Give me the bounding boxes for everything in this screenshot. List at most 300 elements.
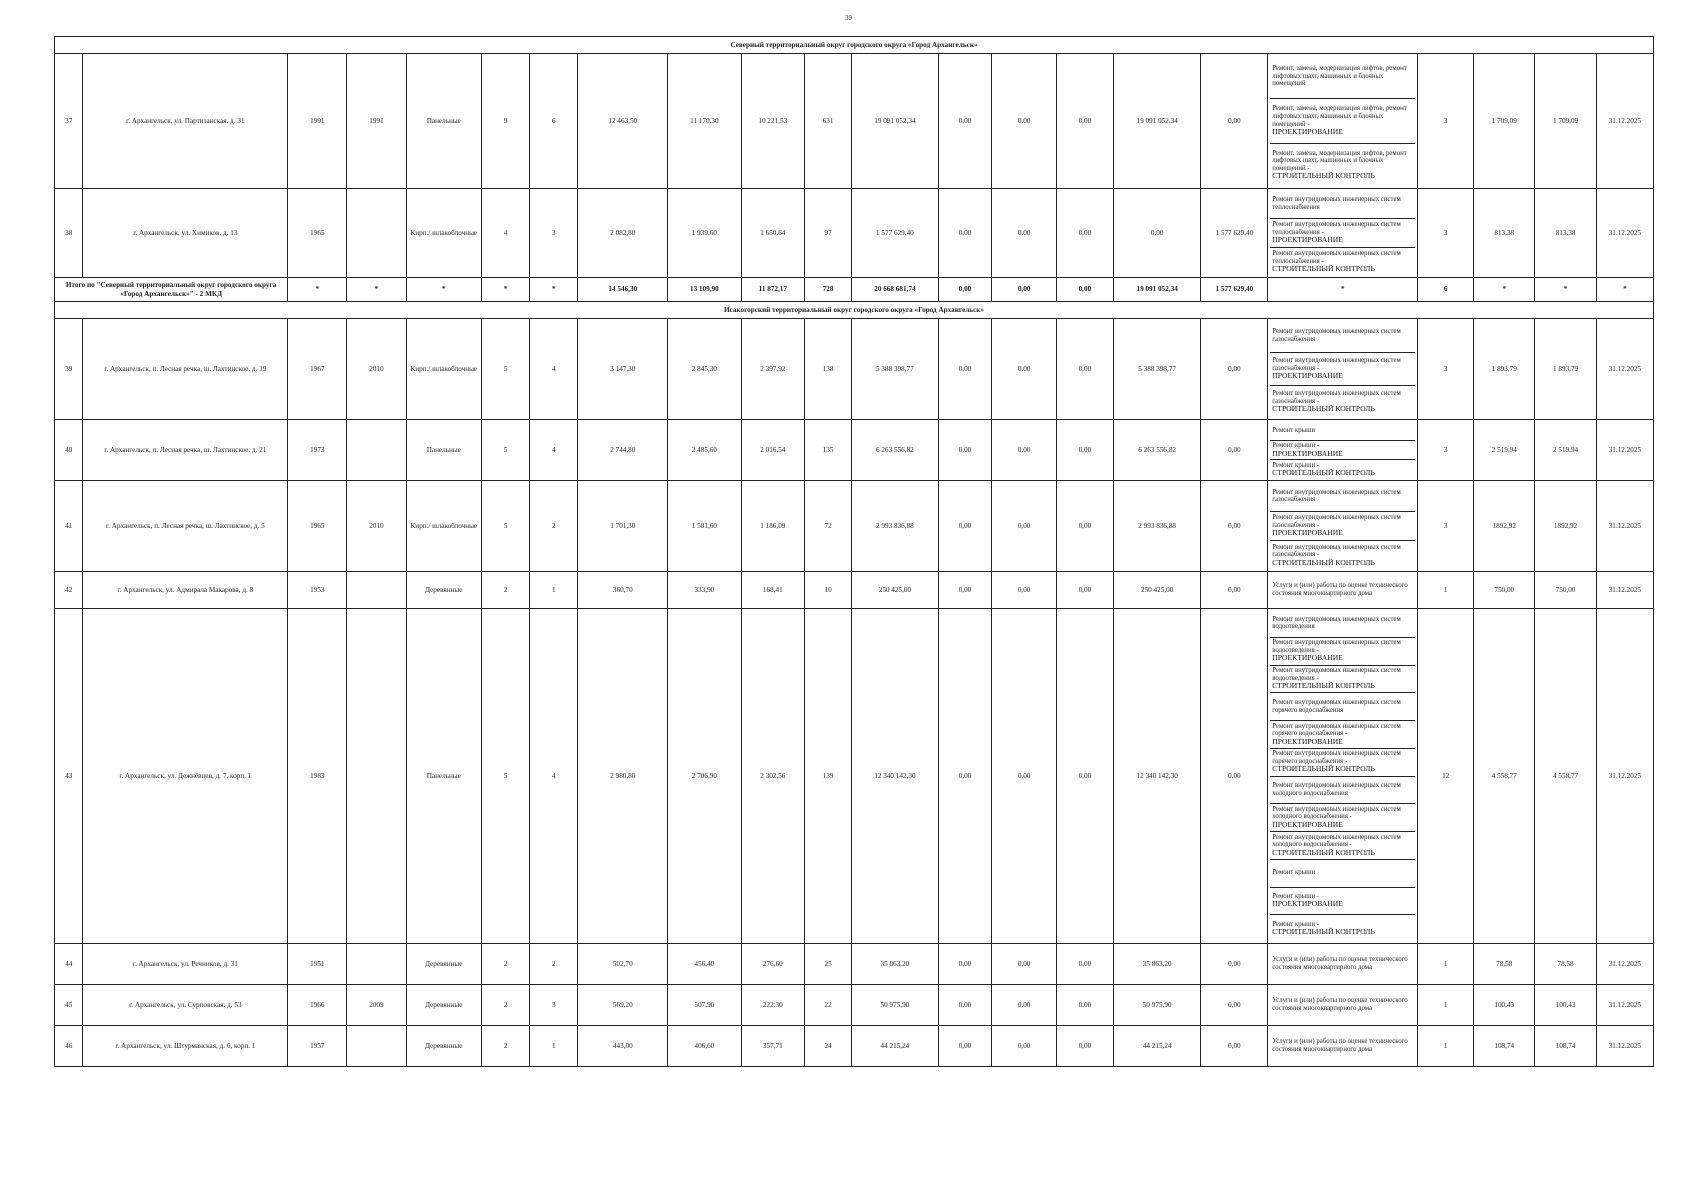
cell-area-total: 2 744,80 bbox=[578, 420, 668, 481]
total-works: * bbox=[1268, 278, 1418, 302]
capital-repair-table bbox=[54, 36, 1654, 1067]
cell-year-reconstr bbox=[347, 944, 406, 985]
total-fund-owners-other: 1 577 629,40 bbox=[1201, 278, 1268, 302]
cell-wall: Деревянные bbox=[406, 944, 482, 985]
cell-residents: 631 bbox=[805, 54, 852, 189]
work-description: Ремонт внутридомовых инженерных систем холодного водоснабжения - bbox=[1272, 805, 1401, 821]
work-description: Ремонт, замена, модернизация лифтов, ремонт лифтовых шахт, машинных и блочных помещений bbox=[1272, 65, 1407, 88]
cell-area-total: 1 701,30 bbox=[578, 481, 668, 572]
cell-fund-owners-other: 0,00 bbox=[1201, 481, 1268, 572]
works-list bbox=[1270, 190, 1415, 276]
works-list bbox=[1270, 610, 1415, 942]
cell-fund-regional: 0,00 bbox=[992, 609, 1057, 944]
cell-unit-cost: 100,43 bbox=[1474, 985, 1535, 1026]
cell-residents: 135 bbox=[805, 420, 852, 481]
cell-year-reconstr: 2009 bbox=[347, 985, 406, 1026]
house-address: г. Архангельск, ул. Дежнёвцев, д. 7, корп. 1 bbox=[83, 609, 288, 944]
cell-unit-cost: 1892,92 bbox=[1474, 481, 1535, 572]
cell-count: 3 bbox=[1418, 319, 1474, 420]
total-wall: * bbox=[406, 278, 482, 302]
work-item bbox=[1270, 638, 1415, 666]
cell-cost-total: 5 388 398,77 bbox=[852, 319, 939, 420]
cell-unit-cost: 108,74 bbox=[1474, 1026, 1535, 1067]
cell-unit-cost: 750,00 bbox=[1474, 572, 1535, 609]
house-address: г. Архангельск, ул. Сурповская, д. 53 bbox=[83, 985, 288, 1026]
cell-residents: 22 bbox=[805, 985, 852, 1026]
works-cell bbox=[1268, 985, 1418, 1026]
cell-unit-cost: 78,58 bbox=[1474, 944, 1535, 985]
cell-fund-owners-capital: 50 975,90 bbox=[1113, 985, 1201, 1026]
work-description: Ремонт крыши bbox=[1272, 426, 1316, 434]
cell-floors: 2 bbox=[482, 985, 530, 1026]
cell-count: 1 bbox=[1418, 944, 1474, 985]
cell-max-unit-cost: 1 709,09 bbox=[1535, 54, 1596, 189]
cell-fund-owners-other: 0,00 bbox=[1201, 609, 1268, 944]
cell-year-built: 1973 bbox=[288, 420, 347, 481]
cell-fund-federal: 0,00 bbox=[938, 944, 992, 985]
cell-cost-total: 1 577 629,40 bbox=[852, 189, 939, 278]
work-description: Услуги и (или) работы по оценке технического состояния многоквартирного дома bbox=[1272, 1038, 1408, 1053]
cell-fund-federal: 0,00 bbox=[938, 420, 992, 481]
cell-entrances: 2 bbox=[530, 944, 578, 985]
work-stage: СТРОИТЕЛЬНЫЙ КОНТРОЛЬ bbox=[1272, 681, 1375, 691]
works-cell bbox=[1268, 609, 1418, 944]
section-header-row bbox=[55, 302, 1654, 319]
table-row bbox=[55, 572, 1654, 609]
cell-year-built: 1951 bbox=[288, 944, 347, 985]
cell-area-total: 2 082,80 bbox=[578, 189, 668, 278]
work-stage: ПРОЕКТИРОВАНИЕ bbox=[1272, 127, 1343, 137]
cell-wall: Панельные bbox=[406, 609, 482, 944]
cell-fund-owners-other: 0,00 bbox=[1201, 319, 1268, 420]
work-item bbox=[1270, 721, 1415, 749]
cell-year-built: 1965 bbox=[288, 189, 347, 278]
cell-fund-local: 0,00 bbox=[1056, 54, 1113, 189]
cell-area-premises: 456,40 bbox=[668, 944, 741, 985]
work-stage: СТРОИТЕЛЬНЫЙ КОНТРОЛЬ bbox=[1272, 764, 1375, 774]
cell-cost-total: 35 863,20 bbox=[852, 944, 939, 985]
cell-area-premises: 2 706,90 bbox=[668, 609, 741, 944]
cell-fund-local: 0,00 bbox=[1056, 944, 1113, 985]
page-number: 39 bbox=[845, 14, 852, 22]
cell-fund-regional: 0,00 bbox=[992, 1026, 1057, 1067]
cell-count: 3 bbox=[1418, 54, 1474, 189]
row-number: 40 bbox=[55, 420, 83, 481]
work-stage: ПРОЕКТИРОВАНИЕ bbox=[1272, 448, 1343, 458]
cell-fund-federal: 0,00 bbox=[938, 985, 992, 1026]
cell-max-unit-cost: 1892,92 bbox=[1535, 481, 1596, 572]
works-list bbox=[1270, 945, 1415, 983]
cell-deadline: 31.12.2025 bbox=[1596, 420, 1653, 481]
cell-floors: 2 bbox=[482, 572, 530, 609]
work-item bbox=[1270, 144, 1415, 187]
row-number: 44 bbox=[55, 944, 83, 985]
cell-area-premises: 1 939,60 bbox=[668, 189, 741, 278]
row-number: 38 bbox=[55, 189, 83, 278]
cell-floors: 2 bbox=[482, 944, 530, 985]
cell-residents: 139 bbox=[805, 609, 852, 944]
cell-max-unit-cost: 108,74 bbox=[1535, 1026, 1596, 1067]
work-stage: СТРОИТЕЛЬНЫЙ КОНТРОЛЬ bbox=[1272, 468, 1375, 478]
row-number: 39 bbox=[55, 319, 83, 420]
cell-fund-owners-other: 0,00 bbox=[1201, 54, 1268, 189]
table-row bbox=[55, 985, 1654, 1026]
cell-wall: Деревянные bbox=[406, 1026, 482, 1067]
works-list bbox=[1270, 1027, 1415, 1065]
cell-area-total: 569,20 bbox=[578, 985, 668, 1026]
work-item bbox=[1270, 832, 1415, 860]
cell-entrances: 2 bbox=[530, 481, 578, 572]
cell-floors: 5 bbox=[482, 481, 530, 572]
cell-year-built: 1991 bbox=[288, 54, 347, 189]
cell-year-reconstr bbox=[347, 609, 406, 944]
cell-wall: Панельные bbox=[406, 54, 482, 189]
work-item bbox=[1270, 915, 1415, 942]
cell-area-residential: 222,30 bbox=[741, 985, 805, 1026]
work-description: Ремонт, замена, модернизация лифтов, ремонт лифтовых шахт, машинных и блочных помещений - bbox=[1272, 105, 1407, 128]
work-description: Ремонт внутридомовых инженерных систем газоснабжения - bbox=[1272, 390, 1401, 405]
work-description: Ремонт крыши - bbox=[1272, 461, 1320, 469]
cell-entrances: 4 bbox=[530, 319, 578, 420]
cell-fund-local: 0,00 bbox=[1056, 985, 1113, 1026]
work-item bbox=[1270, 441, 1415, 461]
cell-deadline: 31.12.2025 bbox=[1596, 481, 1653, 572]
works-cell bbox=[1268, 420, 1418, 481]
total-count: 6 bbox=[1418, 278, 1474, 302]
cell-fund-federal: 0,00 bbox=[938, 609, 992, 944]
house-address: г. Архангельск, ул. Адмирала Макарова, д. 8 bbox=[83, 572, 288, 609]
cell-unit-cost: 813,38 bbox=[1474, 189, 1535, 278]
cell-fund-local: 0,00 bbox=[1056, 319, 1113, 420]
work-item bbox=[1270, 610, 1415, 638]
work-description: Ремонт внутридомовых инженерных систем газоснабжения - bbox=[1272, 514, 1401, 529]
cell-deadline: 31.12.2025 bbox=[1596, 319, 1653, 420]
cell-area-total: 502,70 bbox=[578, 944, 668, 985]
house-address: г. Архангельск, п. Лесная речка, ш. Лахтинское, д. 19 bbox=[83, 319, 288, 420]
cell-year-built: 1957 bbox=[288, 1026, 347, 1067]
cell-count: 12 bbox=[1418, 609, 1474, 944]
cell-residents: 24 bbox=[805, 1026, 852, 1067]
work-description: Ремонт внутридомовых инженерных систем водоотведения bbox=[1272, 615, 1401, 631]
house-address: г. Архангельск, п. Лесная речка, ш. Лахтинское, д. 21 bbox=[83, 420, 288, 481]
cell-fund-owners-capital: 44 215,24 bbox=[1113, 1026, 1201, 1067]
work-description: Услуги и (или) работы по оценке технического состояния многоквартирного дома bbox=[1272, 956, 1408, 971]
work-description: Ремонт внутридомовых инженерных систем водоотведения - bbox=[1272, 639, 1401, 654]
cell-count: 3 bbox=[1418, 420, 1474, 481]
section-total-row bbox=[55, 278, 1654, 302]
cell-deadline: 31.12.2025 bbox=[1596, 1026, 1653, 1067]
cell-cost-total: 12 340 142,30 bbox=[852, 609, 939, 944]
cell-deadline: 31.12.2025 bbox=[1596, 944, 1653, 985]
work-description: Ремонт внутридомовых инженерных систем горячего водоснабжения - bbox=[1272, 722, 1401, 738]
work-item bbox=[1270, 666, 1415, 694]
cell-max-unit-cost: 750,00 bbox=[1535, 572, 1596, 609]
work-stage: ПРОЕКТИРОВАНИЕ bbox=[1272, 235, 1343, 245]
cell-fund-owners-capital: 2 993 836,88 bbox=[1113, 481, 1201, 572]
cell-fund-owners-capital: 5 388 398,77 bbox=[1113, 319, 1201, 420]
cell-max-unit-cost: 78,58 bbox=[1535, 944, 1596, 985]
cell-fund-regional: 0,00 bbox=[992, 944, 1057, 985]
cell-area-premises: 2 485,60 bbox=[668, 420, 741, 481]
cell-deadline: 31.12.2025 bbox=[1596, 572, 1653, 609]
work-stage: СТРОИТЕЛЬНЫЙ КОНТРОЛЬ bbox=[1272, 847, 1375, 857]
cell-deadline: 31.12.2025 bbox=[1596, 54, 1653, 189]
total-label: Итого по "Северный территориальный округ городского округа «Город Архангельск»" - 2 МКД bbox=[55, 278, 288, 302]
work-description: Ремонт внутридомовых инженерных систем газоснабжения bbox=[1272, 488, 1401, 504]
row-number: 43 bbox=[55, 609, 83, 944]
cell-area-residential: 2 397,92 bbox=[741, 319, 805, 420]
cell-wall: Кирп./ шлакоблочные bbox=[406, 189, 482, 278]
works-list bbox=[1270, 986, 1415, 1024]
cell-entrances: 6 bbox=[530, 54, 578, 189]
cell-area-premises: 333,90 bbox=[668, 572, 741, 609]
cell-fund-local: 0,00 bbox=[1056, 609, 1113, 944]
section-title: Исакогорский территориальный округ городского округа «Город Архангельск» bbox=[55, 302, 1654, 319]
table-row bbox=[55, 944, 1654, 985]
cell-count: 3 bbox=[1418, 481, 1474, 572]
cell-unit-cost: 1 709,09 bbox=[1474, 54, 1535, 189]
cell-entrances: 1 bbox=[530, 1026, 578, 1067]
work-description: Ремонт внутридомовых инженерных систем газоснабжения - bbox=[1272, 357, 1401, 372]
cell-area-total: 12 463,50 bbox=[578, 54, 668, 189]
cell-fund-federal: 0,00 bbox=[938, 189, 992, 278]
total-area-total: 14 546,30 bbox=[578, 278, 668, 302]
cell-fund-local: 0,00 bbox=[1056, 189, 1113, 278]
work-description: Ремонт крыши - bbox=[1272, 892, 1320, 900]
cell-year-built: 1983 bbox=[288, 609, 347, 944]
works-list bbox=[1270, 320, 1415, 418]
cell-year-built: 1953 bbox=[288, 572, 347, 609]
work-item bbox=[1270, 986, 1415, 1024]
cell-residents: 97 bbox=[805, 189, 852, 278]
work-description: Ремонт крыши bbox=[1272, 869, 1316, 877]
cell-area-premises: 2 845,30 bbox=[668, 319, 741, 420]
work-item bbox=[1270, 248, 1415, 276]
row-number: 46 bbox=[55, 1026, 83, 1067]
house-address: г. Архангельск, ул. Речников, д. 31 bbox=[83, 944, 288, 985]
house-address: г. Архангельск, ул. Штурманская, д. 6, корп. 1 bbox=[83, 1026, 288, 1067]
work-stage: СТРОИТЕЛЬНЫЙ КОНТРОЛЬ bbox=[1272, 927, 1375, 937]
cell-count: 1 bbox=[1418, 985, 1474, 1026]
work-stage: СТРОИТЕЛЬНЫЙ КОНТРОЛЬ bbox=[1272, 558, 1375, 568]
cell-entrances: 3 bbox=[530, 985, 578, 1026]
cell-floors: 5 bbox=[482, 609, 530, 944]
work-item bbox=[1270, 945, 1415, 983]
cell-area-residential: 1 186,09 bbox=[741, 481, 805, 572]
cell-fund-local: 0,00 bbox=[1056, 572, 1113, 609]
cell-floors: 5 bbox=[482, 420, 530, 481]
cell-max-unit-cost: 1 893,79 bbox=[1535, 319, 1596, 420]
work-item bbox=[1270, 190, 1415, 219]
total-entrances: * bbox=[530, 278, 578, 302]
cell-cost-total: 6 263 556,82 bbox=[852, 420, 939, 481]
work-item bbox=[1270, 482, 1415, 512]
house-address: г. Архангельск, ул. Партизанская, д. 31 bbox=[83, 54, 288, 189]
work-description: Ремонт внутридомовых инженерных систем водоотведения - bbox=[1272, 667, 1401, 682]
work-item bbox=[1270, 1027, 1415, 1065]
cell-fund-owners-capital: 35 863,20 bbox=[1113, 944, 1201, 985]
cell-wall: Деревянные bbox=[406, 985, 482, 1026]
program-table-sheet bbox=[54, 36, 1654, 1067]
work-item bbox=[1270, 353, 1415, 386]
cell-residents: 72 bbox=[805, 481, 852, 572]
cell-fund-owners-other: 0,00 bbox=[1201, 572, 1268, 609]
work-item bbox=[1270, 573, 1415, 607]
work-item bbox=[1270, 99, 1415, 143]
cell-year-reconstr: 2010 bbox=[347, 319, 406, 420]
cell-year-built: 1965 bbox=[288, 481, 347, 572]
work-description: Ремонт внутридомовых инженерных систем теплоснабжения bbox=[1272, 196, 1401, 211]
total-floors: * bbox=[482, 278, 530, 302]
work-description: Ремонт внутридомовых инженерных систем горячего водоснабжения - bbox=[1272, 750, 1401, 765]
cell-fund-federal: 0,00 bbox=[938, 54, 992, 189]
cell-cost-total: 19 091 052,34 bbox=[852, 54, 939, 189]
works-cell bbox=[1268, 54, 1418, 189]
cell-max-unit-cost: 100,43 bbox=[1535, 985, 1596, 1026]
cell-count: 1 bbox=[1418, 572, 1474, 609]
work-item bbox=[1270, 541, 1415, 570]
total-max-unit-cost: * bbox=[1535, 278, 1596, 302]
cell-fund-federal: 0,00 bbox=[938, 481, 992, 572]
cell-area-residential: 276,60 bbox=[741, 944, 805, 985]
cell-fund-regional: 0,00 bbox=[992, 481, 1057, 572]
works-cell bbox=[1268, 572, 1418, 609]
work-item bbox=[1270, 219, 1415, 248]
cell-residents: 10 bbox=[805, 572, 852, 609]
work-description: Ремонт внутридомовых инженерных систем теплоснабжения - bbox=[1272, 221, 1401, 236]
total-residents: 728 bbox=[805, 278, 852, 302]
cell-unit-cost: 4 558,77 bbox=[1474, 609, 1535, 944]
row-number: 41 bbox=[55, 481, 83, 572]
cell-area-residential: 168,41 bbox=[741, 572, 805, 609]
cell-fund-federal: 0,00 bbox=[938, 1026, 992, 1067]
cell-fund-regional: 0,00 bbox=[992, 985, 1057, 1026]
cell-fund-regional: 0,00 bbox=[992, 319, 1057, 420]
work-item bbox=[1270, 55, 1415, 99]
work-stage: СТРОИТЕЛЬНЫЙ КОНТРОЛЬ bbox=[1272, 171, 1375, 181]
cell-area-premises: 1 581,60 bbox=[668, 481, 741, 572]
cell-fund-regional: 0,00 bbox=[992, 54, 1057, 189]
cell-cost-total: 2 993 836,88 bbox=[852, 481, 939, 572]
cell-year-built: 1966 bbox=[288, 985, 347, 1026]
table-row bbox=[55, 319, 1654, 420]
works-list bbox=[1270, 55, 1415, 187]
cell-fund-local: 0,00 bbox=[1056, 481, 1113, 572]
cell-year-reconstr: 2010 bbox=[347, 481, 406, 572]
cell-entrances: 1 bbox=[530, 572, 578, 609]
work-item bbox=[1270, 888, 1415, 916]
cell-cost-total: 44 215,24 bbox=[852, 1026, 939, 1067]
works-list bbox=[1270, 421, 1415, 479]
work-stage: ПРОЕКТИРОВАНИЕ bbox=[1272, 899, 1343, 909]
cell-area-total: 443,00 bbox=[578, 1026, 668, 1067]
work-item bbox=[1270, 386, 1415, 418]
cell-fund-owners-other: 1 577 629,40 bbox=[1201, 189, 1268, 278]
work-description: Ремонт, замена, модернизация лифтов, ремонт лифтовых шахт, машинных и блочных помещений - bbox=[1272, 149, 1407, 172]
work-item bbox=[1270, 860, 1415, 888]
cell-fund-local: 0,00 bbox=[1056, 1026, 1113, 1067]
cell-fund-regional: 0,00 bbox=[992, 420, 1057, 481]
cell-residents: 25 bbox=[805, 944, 852, 985]
work-stage: ПРОЕКТИРОВАНИЕ bbox=[1272, 819, 1343, 829]
cell-area-premises: 11 170,30 bbox=[668, 54, 741, 189]
table-row bbox=[55, 189, 1654, 278]
works-list bbox=[1270, 482, 1415, 570]
cell-wall: Панельные bbox=[406, 420, 482, 481]
cell-year-reconstr: 1991 bbox=[347, 54, 406, 189]
cell-fund-owners-other: 0,00 bbox=[1201, 420, 1268, 481]
cell-max-unit-cost: 2 519,94 bbox=[1535, 420, 1596, 481]
cell-fund-local: 0,00 bbox=[1056, 420, 1113, 481]
work-item bbox=[1270, 777, 1415, 805]
total-fund-federal: 0,00 bbox=[938, 278, 992, 302]
cell-deadline: 31.12.2025 bbox=[1596, 985, 1653, 1026]
cell-area-premises: 507,90 bbox=[668, 985, 741, 1026]
cell-count: 1 bbox=[1418, 1026, 1474, 1067]
cell-year-reconstr bbox=[347, 189, 406, 278]
cell-fund-federal: 0,00 bbox=[938, 572, 992, 609]
works-cell bbox=[1268, 944, 1418, 985]
cell-cost-total: 250 425,00 bbox=[852, 572, 939, 609]
work-description: Ремонт внутридомовых инженерных систем холодного водоснабжения - bbox=[1272, 833, 1401, 849]
work-description: Услуги и (или) работы по оценке технического состояния многоквартирного дома bbox=[1272, 582, 1408, 597]
total-deadline: * bbox=[1596, 278, 1653, 302]
total-fund-local: 0,00 bbox=[1056, 278, 1113, 302]
total-fund-regional: 0,00 bbox=[992, 278, 1057, 302]
cell-entrances: 4 bbox=[530, 609, 578, 944]
cell-entrances: 4 bbox=[530, 420, 578, 481]
cell-deadline: 31.12.2025 bbox=[1596, 189, 1653, 278]
table-row bbox=[55, 420, 1654, 481]
work-stage: ПРОЕКТИРОВАНИЕ bbox=[1272, 653, 1343, 663]
section-header-row bbox=[55, 37, 1654, 54]
works-cell bbox=[1268, 189, 1418, 278]
cell-area-residential: 2 302,56 bbox=[741, 609, 805, 944]
cell-fund-owners-capital: 250 425,00 bbox=[1113, 572, 1201, 609]
section-title: Северный территориальный округ городского округа «Город Архангельск» bbox=[55, 37, 1654, 54]
work-description: Ремонт внутридомовых инженерных систем теплоснабжения - bbox=[1272, 250, 1401, 265]
cell-area-total: 3 147,30 bbox=[578, 319, 668, 420]
total-cost-total: 20 668 681,74 bbox=[852, 278, 939, 302]
works-list bbox=[1270, 573, 1415, 607]
table-row bbox=[55, 481, 1654, 572]
work-description: Ремонт внутридомовых инженерных систем холодного водоснабжения bbox=[1272, 782, 1401, 797]
cell-floors: 2 bbox=[482, 1026, 530, 1067]
work-stage: СТРОИТЕЛЬНЫЙ КОНТРОЛЬ bbox=[1272, 404, 1375, 414]
total-year-reconstr: * bbox=[347, 278, 406, 302]
work-item bbox=[1270, 693, 1415, 721]
cell-year-built: 1967 bbox=[288, 319, 347, 420]
cell-fund-owners-capital: 12 340 142,30 bbox=[1113, 609, 1201, 944]
cell-deadline: 31.12.2025 bbox=[1596, 609, 1653, 944]
work-description: Ремонт внутридомовых инженерных систем газоснабжения bbox=[1272, 328, 1401, 343]
total-unit-cost: * bbox=[1474, 278, 1535, 302]
total-area-residential: 11 872,17 bbox=[741, 278, 805, 302]
work-item bbox=[1270, 512, 1415, 542]
cell-cost-total: 50 975,90 bbox=[852, 985, 939, 1026]
total-area-premises: 13 109,90 bbox=[668, 278, 741, 302]
cell-wall: Кирп./ шлакоблочные bbox=[406, 481, 482, 572]
cell-max-unit-cost: 813,38 bbox=[1535, 189, 1596, 278]
cell-fund-owners-other: 0,00 bbox=[1201, 1026, 1268, 1067]
cell-area-premises: 406,60 bbox=[668, 1026, 741, 1067]
cell-entrances: 3 bbox=[530, 189, 578, 278]
cell-fund-owners-capital: 6 263 556,82 bbox=[1113, 420, 1201, 481]
table-row bbox=[55, 609, 1654, 944]
cell-wall: Кирп./ шлакоблочные bbox=[406, 319, 482, 420]
cell-residents: 138 bbox=[805, 319, 852, 420]
cell-floors: 4 bbox=[482, 189, 530, 278]
